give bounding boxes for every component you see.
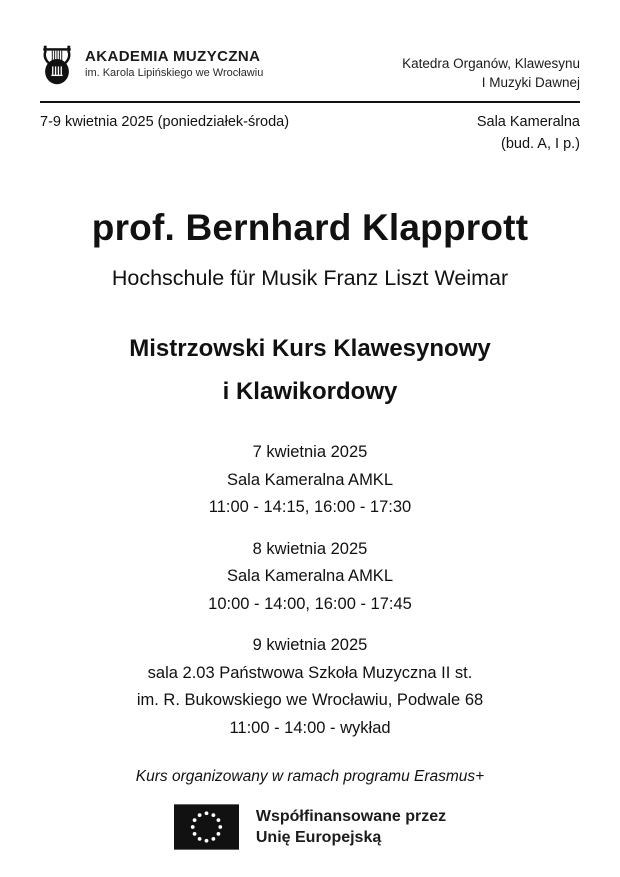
professor-affiliation: Hochschule für Musik Franz Liszt Weimar: [111, 266, 509, 290]
eu-funding-line1: Współfinansowane przez: [255, 808, 447, 825]
department-block: [402, 45, 580, 92]
schedule-day-3-time: 11:00 - 14:00 - wykład: [229, 718, 391, 737]
schedule-day-3-location-line2: im. R. Bukowskiego we Wrocławiu, Podwale 68: [136, 691, 484, 709]
venue-name: Sala Kameralna: [476, 114, 580, 130]
schedule-day-1-location: Sala Kameralna AMKL: [226, 470, 393, 489]
course-title: [0, 327, 620, 413]
event-dates: 7-9 kwietnia 2025 (poniedziałek-środa): [40, 114, 290, 130]
academy-brand: [40, 45, 263, 85]
department-line2: I Muzyki Dawnej: [481, 75, 580, 90]
eu-funding-block: [0, 804, 620, 850]
eu-funding-line2: Unię Europejską: [255, 829, 382, 846]
academy-name: AKADEMIA MUZYCZNA: [85, 48, 261, 65]
academy-text: [85, 45, 263, 80]
schedule-day-2-date: 8 kwietnia 2025: [252, 539, 368, 558]
schedule-day-1-date: 7 kwietnia 2025: [252, 443, 368, 461]
schedule-day-1-time: 11:00 - 14:15, 16:00 - 17:30: [208, 498, 412, 516]
schedule-day-2: [0, 536, 620, 619]
schedule-day-3: [0, 632, 620, 742]
schedule-day-3-date: 9 kwietnia 2025: [252, 636, 368, 654]
professor-name: prof. Bernhard Klapprott: [91, 207, 529, 248]
schedule-day-2-location: Sala Kameralna AMKL: [226, 567, 393, 585]
poster-main: [0, 207, 620, 786]
erasmus-note: Kurs organizowany w ramach programu Erasmus+: [135, 768, 485, 785]
schedule: [0, 439, 620, 742]
department-line1: Katedra Organów, Klawesynu: [402, 56, 580, 71]
lyre-logo-icon: [40, 45, 74, 85]
schedule-day-2-time: 10:00 - 14:00, 16:00 - 17:45: [208, 594, 412, 613]
course-title-line1: Mistrzowski Kurs Klawesynowy: [129, 335, 491, 362]
eu-funding-text: [256, 806, 446, 848]
header: [0, 0, 620, 92]
course-title-line2: i Klawikordowy: [222, 378, 398, 405]
venue-detail: (bud. A, I p.): [501, 136, 580, 152]
info-bar: [0, 103, 620, 155]
schedule-day-1: [0, 439, 620, 522]
venue-block: [477, 111, 580, 155]
academy-subtitle: im. Karola Lipińskiego we Wrocławiu: [85, 67, 264, 79]
eu-flag-icon: [174, 804, 239, 850]
schedule-day-3-location-line1: sala 2.03 Państwowa Szkoła Muzyczna II st.: [147, 663, 473, 682]
